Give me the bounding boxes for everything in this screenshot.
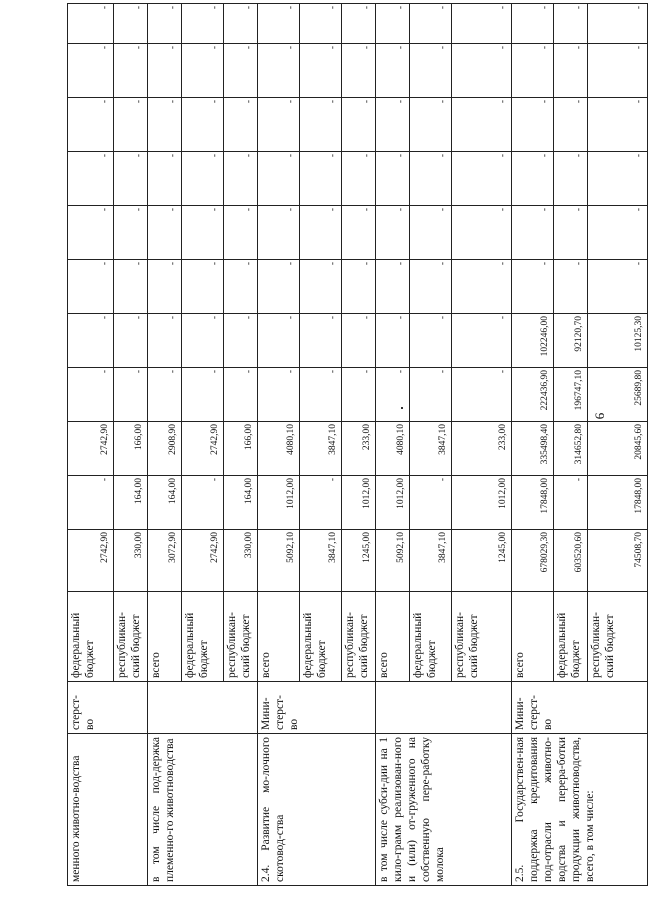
value-cell: - xyxy=(376,314,410,368)
rotated-table-wrapper xyxy=(67,6,644,886)
value-cell: - xyxy=(258,314,300,368)
funding-source-cell: республикан-ский бюджет xyxy=(452,592,512,682)
value-cell: - xyxy=(300,260,342,314)
value-cell: - xyxy=(376,368,410,422)
funding-source-cell: федеральный бюджет xyxy=(300,592,342,682)
value-cell: - xyxy=(452,314,512,368)
value-cell: - xyxy=(342,152,376,206)
table-row xyxy=(258,4,300,886)
value-cell: 2742,90 xyxy=(182,422,224,476)
value-cell: - xyxy=(258,368,300,422)
value-cell: - xyxy=(554,98,588,152)
value-cell: - xyxy=(300,98,342,152)
value-cell: 1012,00 xyxy=(452,476,512,530)
measure-name-cell: в том числе под-держка племенно-го животноводства xyxy=(148,734,258,886)
funding-source-cell: федеральный бюджет xyxy=(182,592,224,682)
value-cell: - xyxy=(258,152,300,206)
value-cell: - xyxy=(224,368,258,422)
value-cell: 233,00 xyxy=(342,422,376,476)
value-cell: 3847,10 xyxy=(300,530,342,592)
value-cell: - xyxy=(342,44,376,98)
value-cell: - xyxy=(588,260,648,314)
value-cell: - xyxy=(148,44,182,98)
value-cell: - xyxy=(224,44,258,98)
page-number: 9 xyxy=(592,412,608,420)
value-cell: - xyxy=(114,368,148,422)
value-cell: 25689,80 xyxy=(588,368,648,422)
value-cell: - xyxy=(182,260,224,314)
value-cell: - xyxy=(148,260,182,314)
value-cell: - xyxy=(68,314,114,368)
funding-source-cell: всего xyxy=(376,592,410,682)
value-cell: - xyxy=(410,476,452,530)
value-cell: 1012,00 xyxy=(376,476,410,530)
value-cell: - xyxy=(512,206,554,260)
value-cell: 164,00 xyxy=(148,476,182,530)
value-cell: - xyxy=(452,98,512,152)
value-cell: - xyxy=(224,260,258,314)
value-cell: - xyxy=(554,206,588,260)
value-cell: 4080,10 xyxy=(258,422,300,476)
value-cell: 314652,80 xyxy=(554,422,588,476)
value-cell: - xyxy=(512,98,554,152)
value-cell: - xyxy=(410,206,452,260)
value-cell: - xyxy=(410,98,452,152)
value-cell: - xyxy=(224,206,258,260)
value-cell: 678029,30 xyxy=(512,530,554,592)
executor-cell: Мини-стерст-во xyxy=(258,682,376,734)
funding-source-cell: федеральный бюджет xyxy=(410,592,452,682)
funding-source-cell: всего xyxy=(512,592,554,682)
value-cell: 166,00 xyxy=(114,422,148,476)
value-cell: 20845,60 xyxy=(588,422,648,476)
value-cell: - xyxy=(376,206,410,260)
budget-table xyxy=(67,3,648,886)
value-cell: - xyxy=(182,476,224,530)
funding-source-cell: всего xyxy=(148,592,182,682)
value-cell: - xyxy=(588,4,648,44)
value-cell: 17848,00 xyxy=(588,476,648,530)
budget-table-body xyxy=(68,4,648,886)
value-cell: - xyxy=(410,368,452,422)
value-cell: - xyxy=(114,4,148,44)
value-cell: - xyxy=(588,44,648,98)
value-cell: - xyxy=(410,4,452,44)
value-cell: 196747,10 xyxy=(554,368,588,422)
value-cell: 3072,90 xyxy=(148,530,182,592)
value-cell: 1245,00 xyxy=(342,530,376,592)
value-cell: - xyxy=(114,260,148,314)
value-cell: 2742,90 xyxy=(68,422,114,476)
value-cell: 164,00 xyxy=(114,476,148,530)
funding-source-cell: федеральный бюджет xyxy=(68,592,114,682)
value-cell: 335498,40 xyxy=(512,422,554,476)
value-cell: 1012,00 xyxy=(258,476,300,530)
value-cell: - xyxy=(224,98,258,152)
executor-cell xyxy=(148,682,258,734)
value-cell: - xyxy=(588,152,648,206)
value-cell: - xyxy=(258,260,300,314)
value-cell: 3847,10 xyxy=(410,530,452,592)
value-cell: 92120,70 xyxy=(554,314,588,368)
value-cell: - xyxy=(148,98,182,152)
value-cell: - xyxy=(376,98,410,152)
value-cell: - xyxy=(148,368,182,422)
value-cell: - xyxy=(148,206,182,260)
value-cell: - xyxy=(68,4,114,44)
value-cell: - xyxy=(258,44,300,98)
value-cell: - xyxy=(452,152,512,206)
value-cell: - xyxy=(300,44,342,98)
executor-cell: Мини-стерст-во xyxy=(512,682,648,734)
value-cell: 2742,90 xyxy=(68,530,114,592)
value-cell: - xyxy=(554,4,588,44)
value-cell: - xyxy=(410,44,452,98)
executor-cell: стерст-во xyxy=(68,682,148,734)
value-cell: - xyxy=(376,44,410,98)
value-cell: - xyxy=(452,260,512,314)
value-cell: 4080,10 xyxy=(376,422,410,476)
value-cell: - xyxy=(376,152,410,206)
value-cell: - xyxy=(512,260,554,314)
value-cell: - xyxy=(182,98,224,152)
value-cell: 3847,10 xyxy=(300,422,342,476)
value-cell: - xyxy=(114,152,148,206)
value-cell: - xyxy=(588,206,648,260)
value-cell: - xyxy=(182,152,224,206)
value-cell: - xyxy=(376,4,410,44)
value-cell: - xyxy=(300,206,342,260)
value-cell: - xyxy=(182,44,224,98)
value-cell: - xyxy=(342,314,376,368)
value-cell: 2908,90 xyxy=(148,422,182,476)
value-cell: - xyxy=(148,4,182,44)
value-cell: - xyxy=(554,476,588,530)
value-cell: - xyxy=(148,152,182,206)
value-cell: - xyxy=(512,152,554,206)
value-cell: 17848,00 xyxy=(512,476,554,530)
value-cell: - xyxy=(114,98,148,152)
table-row xyxy=(512,4,554,886)
value-cell: 222436,90 xyxy=(512,368,554,422)
value-cell: - xyxy=(342,368,376,422)
value-cell: - xyxy=(410,152,452,206)
table-row xyxy=(148,4,182,886)
funding-source-cell: республикан-ский бюджет xyxy=(224,592,258,682)
value-cell: 603520,60 xyxy=(554,530,588,592)
value-cell: 164,00 xyxy=(224,476,258,530)
value-cell: - xyxy=(342,260,376,314)
value-cell: - xyxy=(300,476,342,530)
value-cell: - xyxy=(300,4,342,44)
value-cell: - xyxy=(452,206,512,260)
value-cell: 330,00 xyxy=(114,530,148,592)
value-cell: 1012,00 xyxy=(342,476,376,530)
funding-source-cell: республикан-ский бюджет xyxy=(342,592,376,682)
value-cell: - xyxy=(512,44,554,98)
value-cell: - xyxy=(114,314,148,368)
value-cell: 5092,10 xyxy=(258,530,300,592)
value-cell: 2742,90 xyxy=(182,530,224,592)
value-cell: - xyxy=(554,44,588,98)
value-cell: - xyxy=(410,260,452,314)
value-cell: 102246,00 xyxy=(512,314,554,368)
value-cell: - xyxy=(114,206,148,260)
value-cell: - xyxy=(68,260,114,314)
value-cell: - xyxy=(452,368,512,422)
measure-name-cell: 2.5. Государствен-ная поддержка кредитования под-отрасли животно-водства и перера-ботки продукции животноводства, всего, в том числе: xyxy=(512,734,648,886)
value-cell: - xyxy=(342,206,376,260)
value-cell: 166,00 xyxy=(224,422,258,476)
value-cell: - xyxy=(258,98,300,152)
measure-name-cell: в том числе субси-дии на 1 кило-грамм реализован-ного и (или) от-груженного на собственную пере-работку молока xyxy=(376,734,512,886)
value-cell: - xyxy=(342,4,376,44)
value-cell: - xyxy=(452,4,512,44)
value-cell: - xyxy=(300,368,342,422)
value-cell: - xyxy=(588,98,648,152)
value-cell: - xyxy=(182,206,224,260)
value-cell: - xyxy=(182,4,224,44)
value-cell: - xyxy=(300,314,342,368)
value-cell: - xyxy=(258,206,300,260)
value-cell: - xyxy=(68,476,114,530)
value-cell: - xyxy=(342,98,376,152)
funding-source-cell: всего xyxy=(258,592,300,682)
value-cell: - xyxy=(148,314,182,368)
value-cell: - xyxy=(224,4,258,44)
value-cell: - xyxy=(68,368,114,422)
value-cell: - xyxy=(300,152,342,206)
value-cell: - xyxy=(376,260,410,314)
value-cell: - xyxy=(68,152,114,206)
table-row xyxy=(68,4,114,886)
measure-name-cell: 2.4. Развитие мо-лочного скотовод-ства xyxy=(258,734,376,886)
funding-source-cell: республикан-ский бюджет xyxy=(114,592,148,682)
value-cell: - xyxy=(68,206,114,260)
value-cell: - xyxy=(182,314,224,368)
funding-source-cell: республикан-ский бюджет xyxy=(588,592,648,682)
value-cell: 5092,10 xyxy=(376,530,410,592)
value-cell: - xyxy=(68,44,114,98)
value-cell: 233,00 xyxy=(452,422,512,476)
value-cell: 10125,30 xyxy=(588,314,648,368)
table-row xyxy=(376,4,410,886)
value-cell: - xyxy=(554,152,588,206)
executor-cell xyxy=(376,682,512,734)
value-cell: 330,00 xyxy=(224,530,258,592)
value-cell: - xyxy=(512,4,554,44)
value-cell: - xyxy=(114,44,148,98)
value-cell: - xyxy=(410,314,452,368)
value-cell: 74508,70 xyxy=(588,530,648,592)
value-cell: 1245,00 xyxy=(452,530,512,592)
value-cell: - xyxy=(224,152,258,206)
value-cell: 3847,10 xyxy=(410,422,452,476)
value-cell: - xyxy=(554,260,588,314)
value-cell: - xyxy=(68,98,114,152)
value-cell: - xyxy=(258,4,300,44)
measure-name-cell: менного животно-водства xyxy=(68,734,148,886)
value-cell: - xyxy=(224,314,258,368)
value-cell: - xyxy=(452,44,512,98)
value-cell: - xyxy=(182,368,224,422)
funding-source-cell: федеральный бюджет xyxy=(554,592,588,682)
